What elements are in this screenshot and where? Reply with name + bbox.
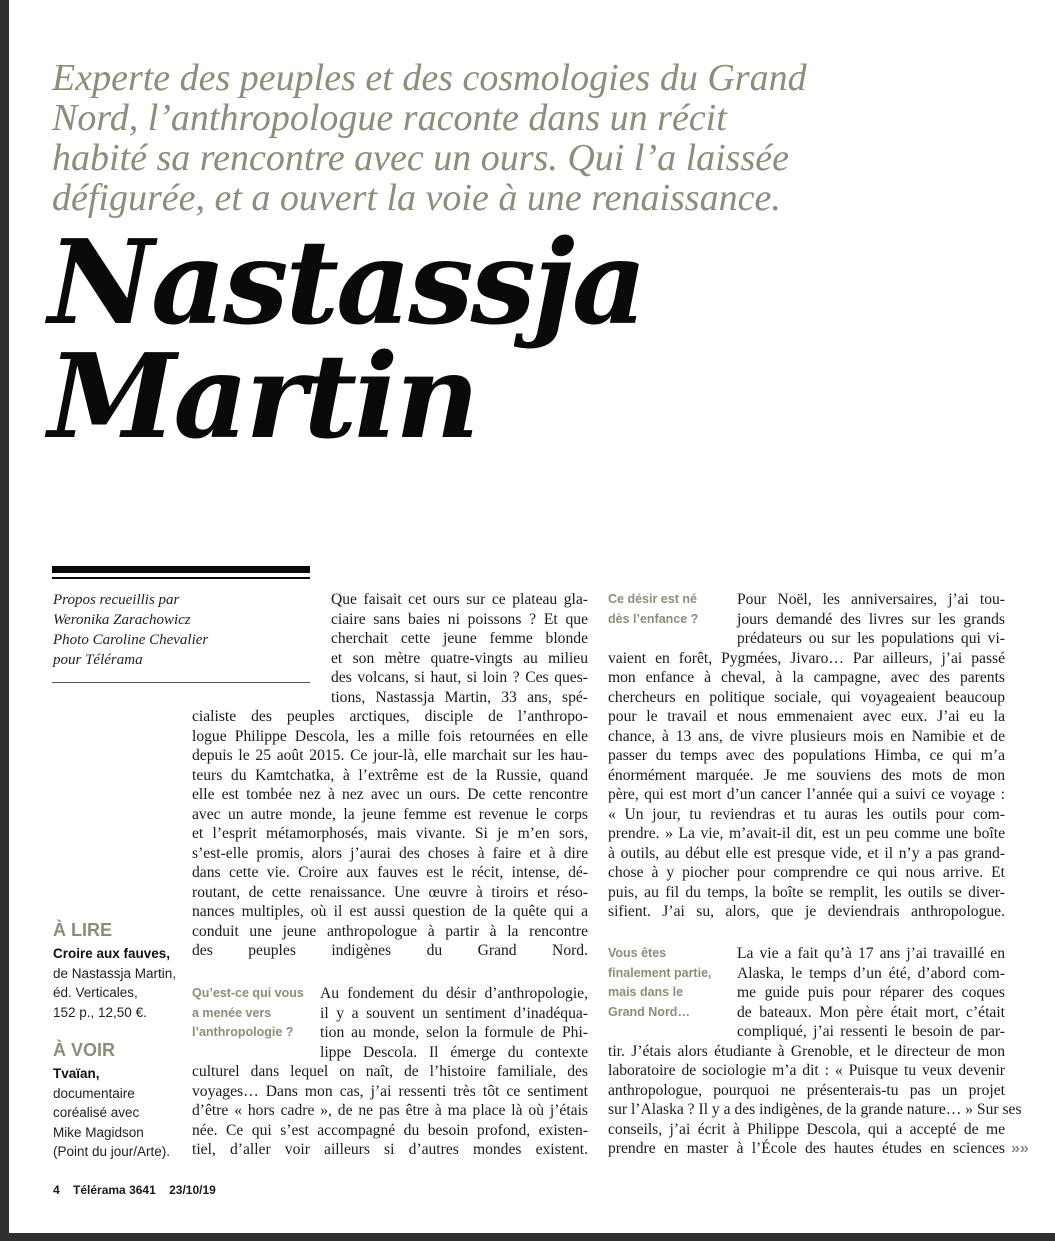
text-line: tion au monde, selon la formule de Phi- <box>320 1024 588 1041</box>
text-line: lippe Descola. Il émerge du contexte <box>320 1043 588 1061</box>
text-line: avec un autre monde, la jeune femme est revenue le corps <box>192 805 588 823</box>
text-line: prendre en master à l’École des hautes études en sciences <box>608 1140 1005 1157</box>
sidebar-read-heading: À LIRE <box>53 920 113 940</box>
text-line: dans cette vie. Croire aux fauves est le récit, intense, dé- <box>192 864 588 881</box>
text-line: pour le travail et nous emmenaient avec eux. J’ai eu la <box>608 708 1005 725</box>
text-line: jours demandé des livres sur les grands <box>737 610 1005 628</box>
continue-mark: »» <box>1011 1140 1029 1157</box>
credits: Propos recueillis par Weronika Zarachowicz Photo Caroline Chevalier pour Télérama <box>53 592 209 668</box>
text-line: père, qui est mort d’un cancer l’année qui a suivi ce voyage : <box>608 786 1005 803</box>
issue-date: 23/10/19 <box>169 1183 216 1197</box>
text-line: anthropologue, pourquoi ne présenterais-tu pas un projet <box>608 1081 1005 1099</box>
text-line: puis, au fil du temps, la boîte se remplit, les outils se diver- <box>608 883 1005 901</box>
magazine-issue: Télérama 3641 <box>73 1183 156 1197</box>
standfirst: Experte des peuples et des cosmologies du Grand Nord, l’anthropologue raconte dans un récit habité sa rencontre avec un ours. Qui l’a laissée défigurée, et a ouvert la voie à une renaissance. <box>52 57 807 219</box>
text-line: et son mètre quatre-vingts au milieu <box>331 649 588 667</box>
text-line: me guide puis pour réparer des coques <box>737 984 1005 1001</box>
book-details: de Nastassja Martin, éd. Verticales, 152 p., 12,50 €. <box>53 965 177 1020</box>
question-2: Ce désir est né dès l’enfance ? <box>608 592 699 626</box>
text-line: logue Philippe Descola, les a mille fois retournées en elle <box>192 727 588 745</box>
text-line: sifient. J’ai su, alors, que je deviendrais anthropologue. <box>608 903 1005 920</box>
text-line: Pour Noël, les anniversaires, j’ai tou- <box>737 591 1005 608</box>
text-line: prendre. » La vie, m’avait-il dit, est un peu comme une boîte <box>608 825 1005 842</box>
text-line: Au fondement du désir d’anthropologie, <box>320 985 588 1002</box>
text-line: des volcans, si haut, si loin ? Ces ques- <box>331 669 588 686</box>
text-line: culturel dans lequel on naît, de l’histoire familiale, des <box>192 1063 588 1080</box>
text-line: depuis le 25 août 2015. Ce jour-là, elle marchait sur les hau- <box>192 747 588 764</box>
page-footer <box>53 1183 226 1197</box>
text-line: routant, de cette renaissance. Une œuvre à tiroirs et réso- <box>192 883 588 901</box>
text-line: née. Ce qui s’est accompagné du besoin profond, existen- <box>192 1121 588 1139</box>
divider <box>52 566 310 573</box>
text-line: sur l’Alaska ? Il y a des indigènes, de la grande nature… » Sur ses <box>608 1101 1022 1118</box>
text-line: « Un jour, tu reviendras et tu auras les outils pour com- <box>608 805 1005 823</box>
text-line: laboratoire de sociologie m’a dit : « Puisque tu veux devenir <box>608 1062 1005 1079</box>
text-line: elle est tombée nez à nez avec un ours. De cette rencontre <box>192 786 588 803</box>
text-line: énormément marquée. Je me souviens des mots de mon <box>608 766 1005 784</box>
text-line: conseils, j’ai écrit à Philippe Descola, qui a accepté de me <box>608 1120 1005 1138</box>
divider <box>52 682 310 683</box>
text-line: à outils, au début elle est presque vide, et il n’y a pas grand- <box>608 844 1005 862</box>
text-line: et l’esprit métamorphosés, mais vivante. Si je m’en sors, <box>192 825 588 842</box>
text-line: Alaska, le temps d’un été, d’abord com- <box>737 964 1005 982</box>
text-line: La vie a fait qu’à 17 ans j’ai travaillé en <box>737 945 1005 962</box>
text-line: cialiste des peuples arctiques, disciple de l’anthropo- <box>192 708 588 725</box>
text-line: vaient en forêt, Pygmées, Jivaro… Par ailleurs, j’ai passé <box>608 649 1005 667</box>
page-edge <box>0 0 9 1241</box>
sidebar-read-text <box>53 944 183 1022</box>
question-1: Qu’est-ce qui vous a menée vers l’anthropologie ? <box>192 986 304 1039</box>
text-line: conduit une jeune anthropologue à partir à la rencontre <box>192 922 588 940</box>
text-line: Que faisait cet ours sur ce plateau gla- <box>331 591 588 608</box>
text-line: chose à y piocher pour comprendre ce qui nous arrive. Et <box>608 864 1005 881</box>
text-line: chance, à 13 ans, de vivre plusieurs mois en Namibie et de <box>608 727 1005 745</box>
text-line: passer du temps avec des populations Himba, ce qui m’a <box>608 747 1005 764</box>
text-line: il y a souvent un sentiment d’inadéqua- <box>320 1004 588 1022</box>
text-line: s’est-elle promis, alors j’aurai des choses à faire et à dire <box>192 844 588 862</box>
text-line: teurs du Kamtchatka, à l’extrême est de la Russie, quand <box>192 766 588 784</box>
text-line: tiel, d’aller voir ailleurs si d’autres mondes existent. <box>192 1141 588 1158</box>
article-title: Nastassja Martin <box>48 215 644 465</box>
text-line: d’être « hors cadre », de ne pas être à ma place là où j’étais <box>192 1102 588 1119</box>
text-line: ciaire sans baies ni poissons ? Et que <box>331 610 588 628</box>
sidebar-watch-text <box>53 1064 183 1162</box>
page-number: 4 <box>53 1183 60 1197</box>
film-title: Tvaïan, <box>53 1066 100 1081</box>
sidebar-watch-heading: À VOIR <box>53 1040 116 1060</box>
text-line: prédateurs ou sur les populations qui vi- <box>737 630 1005 647</box>
text-line: nances multiples, où il est aussi question de la quête qui a <box>192 903 588 920</box>
book-title: Croire aux fauves, <box>53 946 171 961</box>
text-line: des peuples indigènes du Grand Nord. <box>192 942 588 959</box>
text-line: cherchait cette jeune femme blonde <box>331 630 588 647</box>
film-details: documentaire coréalisé avec Mike Magidson (Point du jour/Arte). <box>53 1085 171 1159</box>
text-line: voyages… Dans mon cas, j’ai ressenti très tôt ce sentiment <box>192 1082 588 1100</box>
text-line: compliqué, j’ai ressenti le besoin de par- <box>737 1023 1005 1040</box>
text-line: mon enfance à cheval, à la campagne, avec des parents <box>608 669 1005 686</box>
text-line: de bateaux. Mon père était mort, c’était <box>737 1003 1005 1021</box>
text-line: tions, Nastassja Martin, 33 ans, spé- <box>331 688 588 706</box>
page-edge <box>0 1233 1055 1241</box>
question-3: Vous êtes finalement partie, mais dans le Grand Nord… <box>608 946 712 1019</box>
text-line: tir. J’étais alors étudiante à Grenoble, et le directeur de mon <box>608 1042 1005 1060</box>
divider <box>52 577 310 579</box>
text-line: chercheurs en politique sociale, qui voyageaient beaucoup <box>608 688 1005 706</box>
